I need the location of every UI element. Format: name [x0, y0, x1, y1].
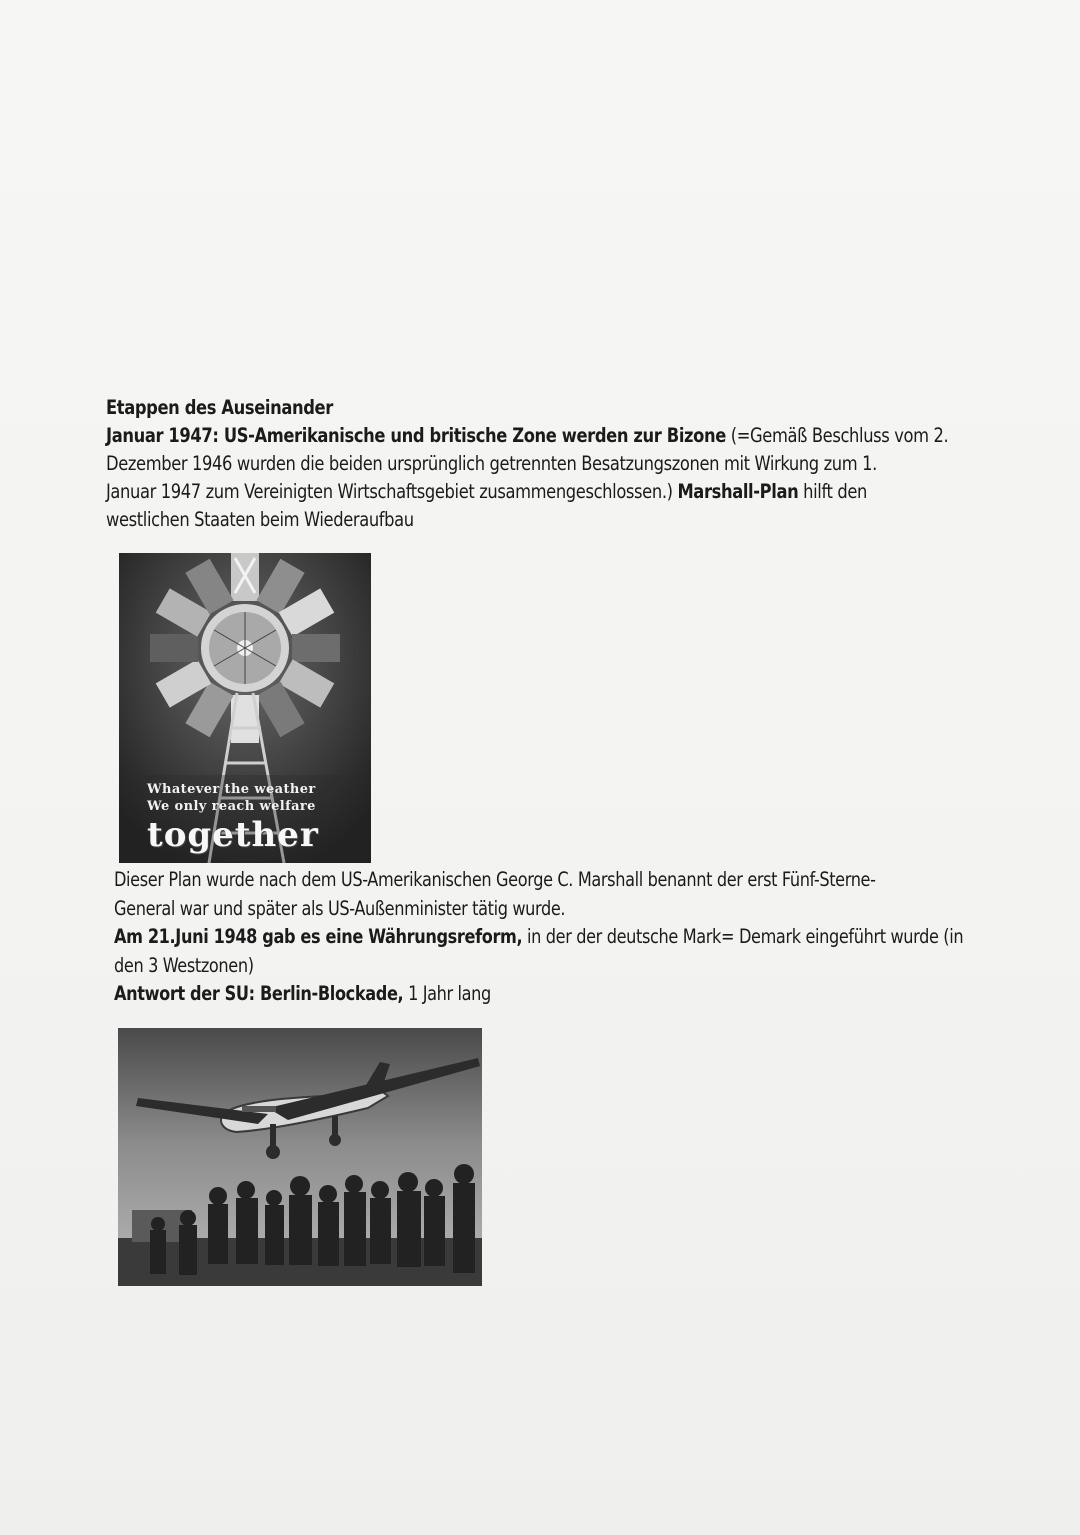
intro-paragraph: [106, 394, 949, 534]
text-line: General war und später als US-Außenminister tätig wurde.: [114, 896, 566, 920]
text-line: westlichen Staaten beim Wiederaufbau: [106, 508, 414, 531]
airlift-photo-artwork: [118, 1028, 482, 1286]
text-line: den 3 Westzonen): [114, 953, 254, 977]
marshall-paragraph: [114, 866, 964, 1009]
text-line: Antwort der SU: Berlin-Blockade, 1 Jahr lang: [114, 982, 491, 1005]
text-line: Dieser Plan wurde nach dem US-Amerikanischen George C. Marshall benannt der erst Fünf-Sterne-: [114, 868, 876, 891]
airlift-photo: [118, 1028, 482, 1286]
text-line: Am 21.Juni 1948 gab es eine Währungsreform, in der der deutsche Mark= Demark eingeführt wurde (in: [114, 925, 964, 948]
text-line: Dezember 1946 wurden die beiden ursprünglich getrennten Besatzungszonen mit Wirkung zum 1.: [106, 452, 877, 475]
section-heading: Etappen des Auseinander: [106, 396, 333, 419]
marshall-plan-poster: [119, 553, 371, 863]
text-line: Januar 1947: US-Amerikanische und britische Zone werden zur Bizone (=Gemäß Beschluss vom 2.: [106, 424, 949, 447]
poster-slogan: Whatever the weather We only reach welfare together: [147, 782, 319, 855]
text-line: Januar 1947 zum Vereinigten Wirtschaftsgebiet zusammengeschlossen.) Marshall-Plan hilft den: [106, 480, 867, 503]
